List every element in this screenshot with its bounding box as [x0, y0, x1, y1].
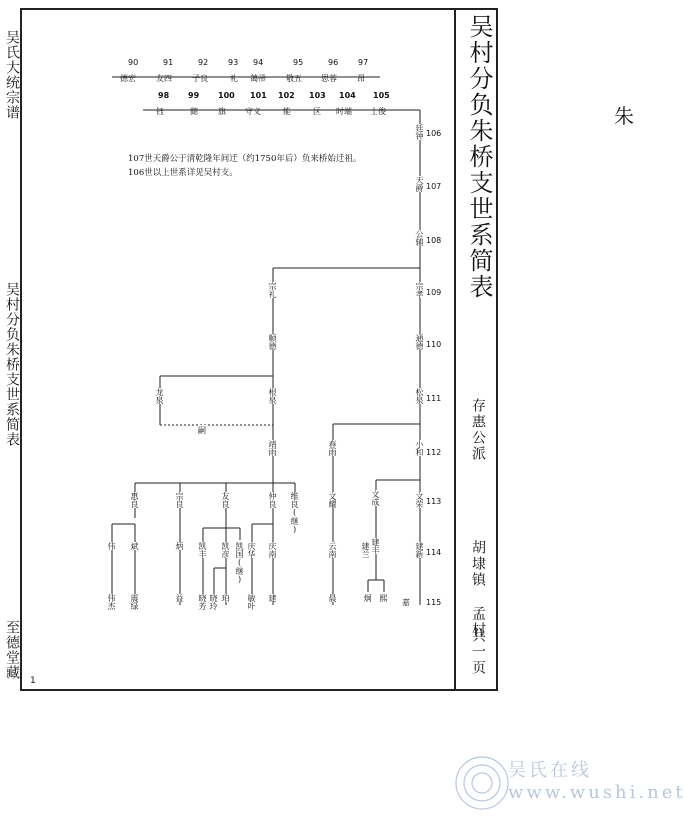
page-number: 1 — [30, 676, 36, 686]
person-name: 伟 — [107, 542, 116, 550]
note-reference: 106世以上世系详见吴村支。 — [128, 168, 238, 178]
person-name: 靖雨 — [268, 440, 277, 456]
person-name: 炯 — [363, 594, 372, 602]
gen-number: 106 — [426, 129, 442, 138]
person-name: 顺德 — [268, 334, 277, 350]
note-migration: 107世天爵公于清乾隆年间迁（约1750年后）负来桥始迁祖。 — [128, 154, 362, 164]
person-name: 熙 — [379, 594, 388, 602]
ancestor-name: 礼 — [230, 74, 238, 83]
person-name: 宗礼 — [268, 282, 277, 298]
ancestor-name: 蔼帚 — [250, 74, 266, 83]
person-name: 震绿 — [130, 594, 139, 610]
ancestor-name: 友四 — [156, 74, 172, 83]
gen-number: 101 — [250, 91, 267, 100]
ancestor-name: 懿 — [190, 107, 198, 116]
ancestor-name: 子良 — [192, 74, 208, 83]
person-name: 文成 — [371, 490, 380, 506]
person-name: 天爵 — [415, 176, 424, 192]
person-name: 炳 — [175, 542, 184, 550]
person-name: 晨 — [328, 594, 337, 602]
person-name: 仲良 — [268, 492, 277, 508]
person-name: 宗孝 — [415, 282, 424, 298]
page-count: 共一页 — [470, 628, 486, 676]
person-name: 通德 — [415, 334, 424, 350]
person-name: 庆南 — [268, 542, 277, 558]
watermark-text: 吴氏在线 www.wushi.net — [508, 760, 686, 803]
ancestor-name: 士俊 — [370, 107, 386, 116]
person-name: 松泉 — [415, 388, 424, 404]
person-name: 珀 — [221, 594, 230, 602]
gen-number: 95 — [293, 58, 304, 67]
person-name: 嘉 — [402, 598, 410, 607]
person-name: 文耀 — [328, 492, 337, 508]
person-name: 龙泉 — [155, 388, 164, 404]
person-name: 云南 — [328, 542, 337, 558]
person-name: 伟杰 — [107, 594, 116, 610]
ancestor-name: 思蓉 — [321, 74, 337, 83]
ancestor-name: 昂 — [357, 74, 365, 83]
gen-number: 102 — [278, 91, 295, 100]
person-name: 建 — [268, 594, 277, 602]
person-name: 宗良 — [175, 492, 184, 508]
person-name: 廷钟 — [415, 124, 424, 140]
section-title: 吴村分负朱桥支世系简表 — [4, 282, 20, 447]
gen-number: 96 — [328, 58, 339, 67]
person-name: 凯彦 — [221, 542, 230, 558]
page-title: 吴村分负朱桥支世系简表 — [465, 14, 493, 300]
gen-number: 113 — [426, 497, 442, 506]
person-name: 凯国(继) — [235, 542, 244, 584]
corner-character: 朱 — [614, 104, 634, 128]
gen-number: 99 — [188, 91, 200, 100]
person-name: 公辅 — [415, 230, 424, 246]
ancestor-name: 时端 — [336, 107, 352, 116]
person-name: 根泉 — [268, 388, 277, 404]
person-name: 斌 — [130, 542, 139, 550]
person-name: 惠良 — [130, 492, 139, 508]
gen-number: 94 — [253, 58, 264, 67]
gen-number: 105 — [373, 91, 390, 100]
gen-number: 98 — [158, 91, 170, 100]
person-name: 庆华 — [247, 542, 256, 558]
person-name: 春雨 — [328, 440, 337, 456]
person-name: 晓玲 — [209, 594, 218, 610]
person-name: 晓芳 — [198, 594, 207, 610]
person-name: 小和 — [415, 440, 424, 456]
person-name: 文荣 — [415, 492, 424, 508]
gen-number: 112 — [426, 448, 442, 457]
gen-number: 91 — [163, 58, 174, 67]
gen-number: 107 — [426, 182, 442, 191]
gen-number: 110 — [426, 340, 442, 349]
gen-number: 115 — [426, 598, 442, 607]
gen-number: 97 — [358, 58, 369, 67]
site-watermark — [452, 752, 686, 814]
ancestor-name: 敬五 — [286, 74, 302, 83]
ancestor-name: 德宏 — [120, 74, 136, 83]
hall-name: 至德堂藏 — [4, 620, 20, 680]
adoption-mark: 嗣 — [198, 426, 206, 435]
gen-number: 114 — [426, 548, 442, 557]
ancestor-name: 钰 — [156, 107, 164, 116]
location: 胡埭镇 孟村 — [470, 540, 486, 638]
gen-number: 104 — [339, 91, 356, 100]
person-name: 建兰 — [361, 542, 370, 558]
ancestor-name: 旗 — [218, 107, 226, 116]
person-name: 建新 — [415, 542, 424, 558]
ancestor-name: 区 — [313, 107, 321, 116]
gen-number: 92 — [198, 58, 209, 67]
person-name: 凯丰 — [198, 542, 207, 558]
gen-number: 90 — [128, 58, 139, 67]
series-title: 吴氏大统宗谱 — [4, 30, 20, 120]
gen-number: 111 — [426, 394, 442, 403]
ancestor-name: 守义 — [245, 107, 261, 116]
gen-number: 93 — [228, 58, 239, 67]
gen-number: 100 — [218, 91, 235, 100]
person-name: 维良(继) — [290, 492, 299, 534]
gen-number: 108 — [426, 236, 442, 245]
gen-number: 109 — [426, 288, 442, 297]
person-name: 益 — [175, 594, 184, 602]
person-name: 友良 — [221, 492, 230, 508]
branch-name: 存惠公派 — [470, 398, 486, 462]
person-name: 敏叶 — [247, 594, 256, 610]
gen-number: 103 — [309, 91, 326, 100]
person-name: 建丰 — [371, 538, 380, 554]
ancestor-name: 能 — [283, 107, 291, 116]
